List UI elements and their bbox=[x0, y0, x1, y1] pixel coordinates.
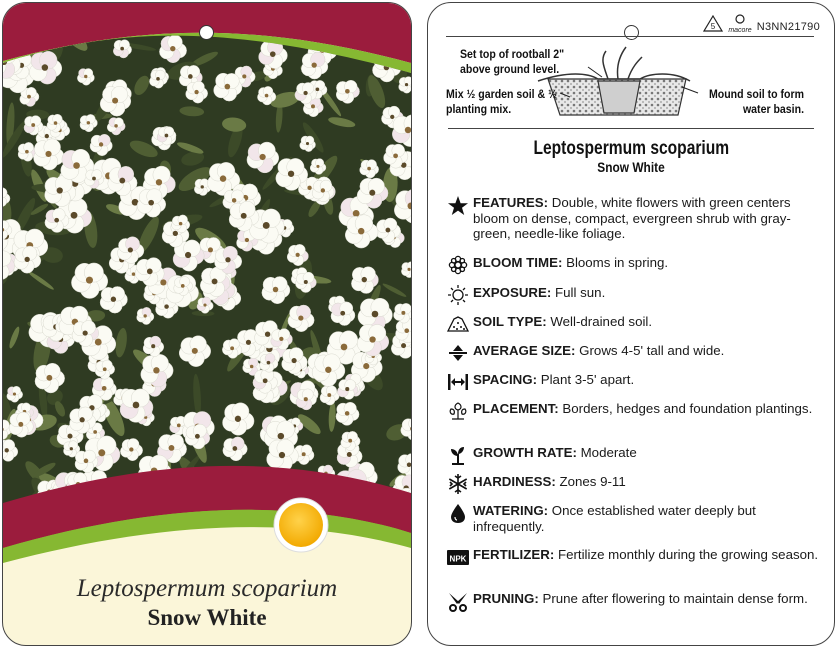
feature-fertilizer bbox=[446, 547, 828, 568]
feature-text bbox=[473, 401, 828, 417]
feature-label: HARDINESS: bbox=[473, 474, 556, 489]
feature-text bbox=[473, 255, 828, 271]
pruners-icon bbox=[446, 590, 470, 612]
size-icon bbox=[446, 342, 470, 364]
feature-text bbox=[473, 591, 828, 607]
back-plant-name bbox=[428, 138, 834, 175]
feature-text bbox=[473, 372, 828, 388]
svg-text:NPK: NPK bbox=[449, 554, 467, 564]
snowflake-icon bbox=[446, 473, 470, 495]
feature-label: PRUNING: bbox=[473, 591, 539, 606]
plant-tag-back bbox=[427, 2, 835, 646]
feature-value: Fertilize monthly during the growing season. bbox=[554, 547, 819, 562]
hang-hole bbox=[624, 25, 639, 40]
back-cultivar-name: Snow White bbox=[597, 159, 665, 175]
flower-icon bbox=[446, 254, 470, 276]
diagram-mix-text: Mix ½ garden soil & ½ planting mix. bbox=[446, 87, 557, 116]
recycle-number: 5 bbox=[710, 22, 715, 31]
feature-value: Grows 4-5' tall and wide. bbox=[575, 343, 725, 358]
placement-icon bbox=[446, 400, 470, 422]
feature-average-size bbox=[446, 343, 828, 364]
feature-value: Double, white flowers with green centers bloom on dense, compact, evergreen shrub with gray-green, needle-like foliage. bbox=[473, 195, 791, 241]
feature-label: AVERAGE SIZE: bbox=[473, 343, 576, 358]
feature-exposure bbox=[446, 285, 828, 306]
feature-value: Plant 3-5' apart. bbox=[537, 372, 635, 387]
feature-watering bbox=[446, 503, 828, 534]
flower-photo bbox=[3, 3, 411, 645]
feature-spacing bbox=[446, 372, 828, 393]
star-icon bbox=[446, 194, 470, 216]
feature-label: SPACING: bbox=[473, 372, 538, 387]
color-swatch bbox=[279, 503, 323, 547]
feature-label: FERTILIZER: bbox=[473, 547, 555, 562]
feature-bloom-time bbox=[446, 255, 828, 276]
feature-text bbox=[473, 343, 828, 359]
diagram-rootball-text: Set top of rootball 2" above ground level. bbox=[460, 47, 565, 76]
hang-hole bbox=[199, 25, 214, 40]
feature-value: Prune after flowering to maintain dense form. bbox=[538, 591, 808, 606]
soil-icon bbox=[446, 313, 470, 335]
sku-block bbox=[703, 13, 820, 35]
feature-label: WATERING: bbox=[473, 503, 549, 518]
sprout-icon bbox=[446, 444, 470, 466]
feature-hardiness bbox=[446, 474, 828, 495]
feature-growth-rate bbox=[446, 445, 828, 466]
water-drop-icon bbox=[446, 502, 470, 524]
feature-text bbox=[473, 314, 828, 330]
feature-value: Moderate bbox=[576, 445, 637, 460]
feature-text bbox=[473, 503, 828, 534]
feature-text bbox=[473, 195, 828, 242]
feature-label: SOIL TYPE: bbox=[473, 314, 547, 329]
feature-value: Once established water deeply but infrequently. bbox=[473, 503, 756, 534]
feature-value: Full sun. bbox=[551, 285, 606, 300]
top-divider bbox=[446, 36, 814, 37]
feature-label: PLACEMENT: bbox=[473, 401, 559, 416]
feature-text bbox=[473, 445, 828, 461]
feature-placement bbox=[446, 401, 828, 422]
macore-logo-text: macore bbox=[728, 27, 752, 34]
diagram-mound-text: Mound soil to form water basin. bbox=[708, 87, 804, 116]
feature-text bbox=[473, 285, 828, 301]
npk-icon bbox=[446, 546, 470, 568]
feature-value: Well-drained soil. bbox=[546, 314, 653, 329]
feature-label: FEATURES: bbox=[473, 195, 549, 210]
sun-icon bbox=[446, 284, 470, 306]
diagram-divider bbox=[448, 128, 814, 129]
front-latin-name: Leptospermum scoparium bbox=[76, 575, 338, 602]
feature-value: Blooms in spring. bbox=[562, 255, 669, 270]
sku-number: N3NN21790 bbox=[756, 21, 820, 33]
feature-pruning bbox=[446, 591, 828, 612]
feature-text bbox=[473, 474, 828, 490]
front-artwork bbox=[3, 3, 411, 645]
back-latin-name: Leptospermum scoparium bbox=[533, 138, 729, 159]
macore-logo-icon bbox=[727, 13, 753, 35]
feature-features bbox=[446, 195, 828, 242]
feature-value: Borders, hedges and foundation plantings. bbox=[558, 401, 813, 416]
feature-soil-type bbox=[446, 314, 828, 335]
spacing-icon bbox=[446, 371, 470, 393]
recycle-icon bbox=[703, 15, 723, 33]
feature-label: BLOOM TIME: bbox=[473, 255, 563, 270]
front-plant-name bbox=[3, 575, 411, 633]
feature-label: GROWTH RATE: bbox=[473, 445, 577, 460]
feature-value: Zones 9-11 bbox=[555, 474, 626, 489]
feature-label: EXPOSURE: bbox=[473, 285, 552, 300]
front-cultivar-name: Snow White bbox=[147, 605, 267, 630]
feature-text bbox=[473, 547, 828, 563]
plant-tag-front bbox=[2, 2, 412, 646]
planting-diagram bbox=[428, 43, 834, 123]
